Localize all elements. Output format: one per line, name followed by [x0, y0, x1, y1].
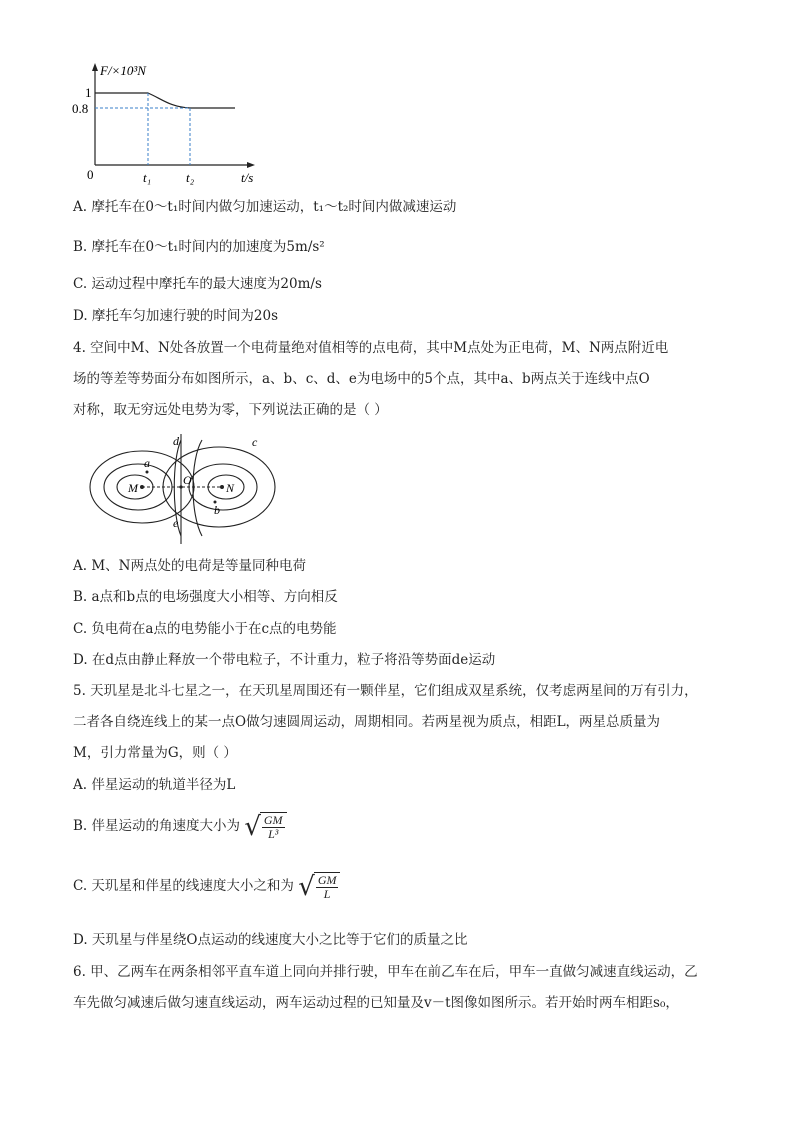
q3-option-d: D. 摩托车匀加速行驶的时间为20s	[73, 308, 279, 324]
force-curve	[95, 93, 235, 108]
point-a	[146, 471, 149, 474]
q5-option-b-formula	[244, 812, 286, 841]
label-o: O	[183, 473, 192, 487]
equipotential-diagram	[76, 432, 291, 550]
label-m: M	[128, 481, 138, 495]
q4-option-a: A. M、N两点处的电荷是等量同种电荷	[73, 558, 306, 574]
force-time-chart	[70, 55, 270, 190]
q4-option-c: C. 负电荷在a点的电势能小于在c点的电势能	[73, 621, 337, 637]
label-e: e	[173, 516, 179, 530]
q3-option-c: C. 运动过程中摩托车的最大速度为20m/s	[73, 276, 322, 292]
q5-option-d: D. 天玑星与伴星绕O点运动的线速度大小之比等于它们的质量之比	[73, 932, 468, 948]
q5-option-b-text: B. 伴星运动的角速度大小为	[73, 818, 241, 834]
q4-option-b: B. a点和b点的电场强度大小相等、方向相反	[73, 589, 338, 605]
label-c: c	[252, 435, 258, 449]
q4-option-d: D. 在d点由静止释放一个带电粒子，不计重力，粒子将沿等势面de运动	[73, 652, 496, 668]
q4-stem-line-1: 4. 空间中M、N处各放置一个电荷量绝对值相等的点电荷，其中M点处为正电荷，M、N两点附近电	[73, 340, 669, 356]
label-n: N	[226, 481, 235, 495]
y-axis-arrow	[92, 63, 98, 71]
q5-stem-line-3: M，引力常量为G，则（ ）	[73, 745, 237, 761]
x-axis-arrow	[247, 162, 255, 168]
q5-c-numerator: GM	[317, 873, 337, 887]
x-axis-label: t/s	[241, 170, 254, 185]
q4-stem-line-3: 对称，取无穷远处电势为零，下列说法正确的是（ ）	[73, 402, 388, 418]
q4-stem-line-2: 场的等差等势面分布如图所示，a、b、c、d、e为电场中的5个点，其中a、b两点关于连线中点O	[73, 371, 650, 387]
q5-option-c-text: C. 天玑星和伴星的线速度大小之和为	[73, 878, 294, 894]
y-axis-label: F/×10³N	[100, 63, 146, 78]
x-tick-t1: t₁	[143, 170, 152, 185]
q5-c-denominator: L	[323, 887, 331, 901]
point-n	[220, 485, 224, 489]
point-m	[140, 485, 144, 489]
q5-option-b	[73, 812, 287, 841]
q5-option-c-formula	[298, 872, 340, 901]
q5-option-a: A. 伴星运动的轨道半径为L	[73, 777, 236, 793]
q5-b-numerator: GM	[263, 813, 283, 827]
q5-stem-line-1: 5. 天玑星是北斗七星之一，在天玑星周围还有一颗伴星，它们组成双星系统，仅考虑两星间的万有引力，	[73, 683, 698, 699]
label-b: b	[214, 503, 220, 517]
q3-option-b: B. 摩托车在0～t₁时间内的加速度为5m/s²	[73, 239, 325, 255]
y-tick-0.8: 0.8	[72, 101, 89, 116]
q6-stem-line-1: 6. 甲、乙两车在两条相邻平直车道上同向并排行驶，甲车在前乙车在后，甲车一直做匀减速直线运动，乙	[73, 964, 698, 980]
sqrt-icon: √	[298, 871, 315, 902]
origin-label: 0	[87, 167, 94, 182]
q5-b-denominator: L³	[268, 827, 279, 841]
label-a: a	[144, 456, 150, 470]
q6-stem-line-2: 车先做匀减速后做匀速直线运动，两车运动过程的已知量及v－t图像如图所示。若开始时两车相距s₀，	[73, 995, 679, 1011]
q3-option-a: A. 摩托车在0～t₁时间内做匀加速运动，t₁～t₂时间内做减速运动	[73, 199, 457, 215]
label-d: d	[173, 434, 179, 448]
q5-stem-line-2: 二者各自绕连线上的某一点O做匀速圆周运动，周期相同。若两星视为质点，相距L，两星总质量为	[73, 714, 661, 730]
q5-option-c	[73, 872, 340, 901]
x-tick-t2: t₂	[186, 170, 195, 185]
y-tick-1: 1	[85, 85, 92, 100]
sqrt-icon: √	[244, 811, 261, 842]
m-equipotential-2	[104, 464, 172, 510]
